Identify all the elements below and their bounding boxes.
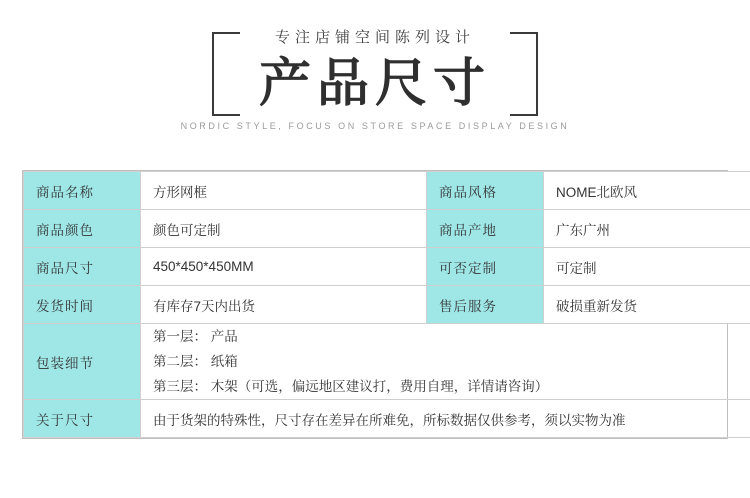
packaging-line: 第二层： 纸箱 bbox=[153, 354, 238, 369]
table-row bbox=[24, 210, 750, 248]
header-english-tagline: NORDIC STYLE, FOCUS ON STORE SPACE DISPLAY DESIGN bbox=[180, 121, 570, 131]
spec-label: 发货时间 bbox=[24, 286, 141, 324]
table-row bbox=[24, 248, 750, 286]
page-header bbox=[0, 0, 750, 170]
spec-label: 商品风格 bbox=[427, 172, 544, 210]
spec-value: NOME北欧风 bbox=[544, 172, 750, 210]
spec-value: 破损重新发货 bbox=[544, 286, 750, 324]
spec-value: 方形网框 bbox=[141, 172, 427, 210]
bracket-left-decoration bbox=[212, 32, 240, 116]
about-size-label: 关于尺寸 bbox=[24, 400, 141, 438]
spec-value: 有库存7天内出货 bbox=[141, 286, 427, 324]
spec-label: 商品尺寸 bbox=[24, 248, 141, 286]
packaging-line: 第三层： 木架（可选，偏远地区建议打，费用自理，详情请咨询） bbox=[153, 379, 549, 394]
spec-value: 可定制 bbox=[544, 248, 750, 286]
page-title: 产品尺寸 bbox=[258, 55, 491, 113]
header-subtitle: 专注店铺空间陈列设计 bbox=[274, 29, 475, 46]
packaging-value bbox=[141, 324, 750, 400]
table-row bbox=[24, 286, 750, 324]
spec-label: 售后服务 bbox=[427, 286, 544, 324]
packaging-label: 包装细节 bbox=[24, 324, 141, 400]
spec-value: 颜色可定制 bbox=[141, 210, 427, 248]
spec-table-container bbox=[22, 170, 728, 439]
about-size-value: 由于货架的特殊性，尺寸存在差异在所难免，所标数据仅供参考，须以实物为准 bbox=[141, 400, 750, 438]
table-row-packaging bbox=[24, 324, 750, 400]
spec-value: 广东广州 bbox=[544, 210, 750, 248]
table-row bbox=[24, 172, 750, 210]
bracket-right-decoration bbox=[510, 32, 538, 116]
spec-label: 商品名称 bbox=[24, 172, 141, 210]
spec-value: 450*450*450MM bbox=[141, 248, 427, 286]
spec-label: 可否定制 bbox=[427, 248, 544, 286]
table-row-about-size bbox=[24, 400, 750, 438]
packaging-line: 第一层： 产品 bbox=[153, 329, 238, 344]
spec-label: 商品颜色 bbox=[24, 210, 141, 248]
spec-label: 商品产地 bbox=[427, 210, 544, 248]
spec-table bbox=[23, 171, 750, 438]
